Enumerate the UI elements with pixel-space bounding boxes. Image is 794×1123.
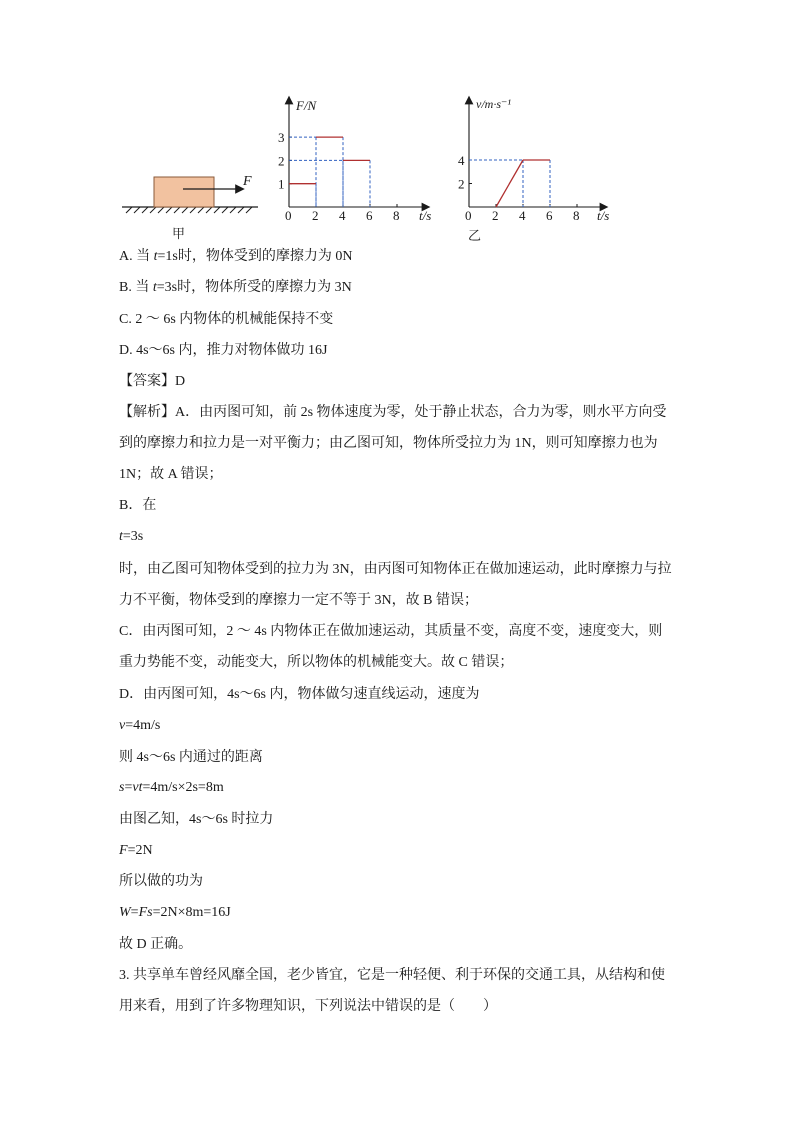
f-x-tick-label: 6 (366, 208, 373, 223)
analysis-a-line2: 到的摩擦力和拉力是一对平衡力；由乙图可知，物体所受拉力为 1N，则可知摩擦力也为 (119, 436, 658, 451)
v-x-tick-label: 8 (573, 208, 580, 223)
analysis-d-work (119, 903, 231, 923)
answer-line: 【答案】D (119, 374, 186, 389)
figure-svg (0, 0, 794, 245)
d-s-eq: = (124, 780, 133, 795)
analysis-c-line1: C．由丙图可知，2 ～ 4s 内物体正在做加速运动，其质量不变，高度不变，速度变大，则 (119, 624, 663, 639)
option-b-var: t (152, 280, 157, 295)
option-a (119, 247, 352, 267)
analysis-d-line1: D．由丙图可知，4s～6s 内，物体做匀速直线运动，速度为 (119, 687, 480, 702)
analysis-a-line1: 【解析】A．由丙图可知，前 2s 物体速度为零，处于静止状态，合力为零，则水平方向受 (119, 405, 667, 420)
ground-hatch (126, 207, 252, 213)
analysis-conclusion: 故 D 正确。 (119, 937, 193, 952)
question3-line1: 3. 共享单车曾经风靡全国，老少皆宜，它是一种轻便、利于环保的交通工具，从结构和使 (119, 968, 665, 983)
analysis-d-line3: 由图乙知，4s～6s 时拉力 (119, 812, 274, 827)
option-a-var: t (153, 249, 158, 264)
option-b-prefix: B. 当 (119, 280, 153, 295)
d-w-eq: = (130, 905, 139, 920)
option-a-prefix: A. 当 (119, 249, 154, 264)
d-v-var: v (119, 718, 126, 733)
figure-area (0, 0, 794, 245)
f-y-tick-label: 3 (278, 130, 285, 146)
f-y-tick-label: 1 (278, 176, 285, 192)
f-y-tick-label: 2 (278, 153, 285, 169)
analysis-d-force (119, 841, 153, 861)
d-f-var: F (119, 843, 128, 858)
v-y-tick-label: 4 (458, 153, 465, 168)
b-val-t: =3s (122, 529, 144, 544)
analysis-d-line2: 则 4s～6s 内通过的距离 (119, 750, 263, 765)
v-chart-y-label: v/m·s⁻¹ (476, 97, 511, 111)
v-y-tick-label: 2 (458, 176, 465, 192)
analysis-b-line2: 力不平衡，物体受到的摩擦力一定不等于 3N，故 B 错误； (119, 593, 478, 608)
analysis-c-line2: 重力势能不变，动能变大，所以物体的机械能变大。故 C 错误； (119, 655, 514, 670)
v-x-tick-label: 2 (492, 208, 499, 223)
f-chart-y-label: F/N (296, 98, 317, 113)
analysis-d-line4: 所以做的功为 (119, 874, 203, 889)
analysis-b-line1: 时，由乙图可知物体受到的拉力为 3N，由丙图可知物体正在做加速运动，此时摩擦力与拉 (119, 562, 672, 577)
velocity-time-chart (458, 97, 609, 223)
option-a-rest: =1s时，物体受到的摩擦力为 0N (157, 249, 353, 264)
block-caption: 甲 (172, 226, 186, 241)
analysis-d-velocity (119, 716, 160, 736)
f-x-tick-label: 4 (339, 208, 346, 223)
d-w-val: =2N×8m=16J (152, 905, 231, 920)
analysis-d-distance (119, 778, 224, 798)
question3-line2: 用来看，用到了许多物理知识，下列说法中错误的是（ ） (119, 999, 497, 1014)
v-x-tick-label: 4 (519, 208, 526, 223)
v-chart-x-label: t/s (597, 208, 610, 223)
d-f-val: =2N (127, 843, 153, 858)
v-x-tick-label: 6 (546, 208, 553, 223)
block (154, 177, 214, 207)
force-label: F (243, 174, 252, 189)
f-chart-origin: 0 (285, 208, 292, 223)
d-v-val: =4m/s (125, 718, 161, 733)
analysis-b-head: B．在 (119, 498, 157, 513)
option-c: C. 2 ～ 6s 内物体的机械能保持不变 (119, 312, 334, 327)
chart-caption-yi: 乙 (468, 228, 482, 243)
b-var-t: t (119, 529, 123, 544)
v-chart-origin: 0 (465, 208, 472, 223)
d-w-fs: Fs (138, 905, 153, 920)
option-b-rest: =3s时，物体所受的摩擦力为 3N (156, 280, 352, 295)
f-x-tick-label: 2 (312, 208, 319, 223)
d-s-vt: vt (132, 780, 143, 795)
force-time-chart (278, 98, 431, 223)
analysis-b-equation (119, 527, 143, 547)
f-chart-x-label: t/s (419, 208, 432, 223)
option-d: D. 4s～6s 内，推力对物体做功 16J (119, 343, 328, 358)
d-s-var: s (119, 780, 125, 795)
d-w-var: W (119, 905, 131, 920)
option-b (119, 278, 352, 298)
d-s-val: =4m/s×2s=8m (142, 780, 224, 795)
block-diagram (122, 174, 258, 241)
v-curve-segment (496, 160, 523, 207)
f-x-tick-label: 8 (393, 208, 400, 223)
analysis-a-line3: 1N；故 A 错误； (119, 467, 223, 482)
